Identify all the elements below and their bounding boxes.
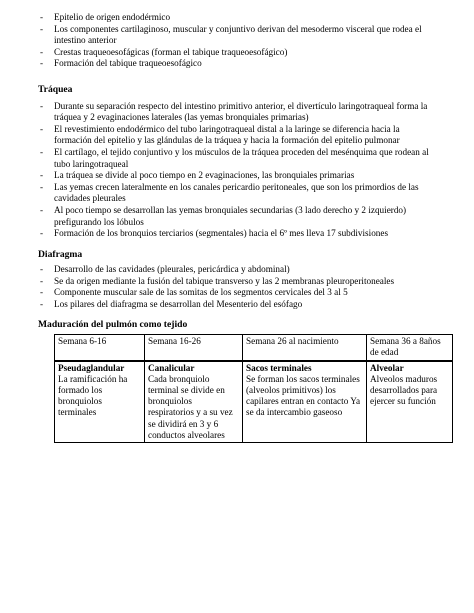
list-item: - Formación de los bronquios terciarios (segmentales) hacia el 6º mes lleva 17 subdivisiones [38,228,438,240]
diafragma-list [38,264,438,310]
list-item: - Formación del tabique traqueoesofágico [38,58,438,70]
list-item: - El cartílago, el tejido conjuntivo y los músculos de la tráquea proceden del mesénquima que rodean al tubo laringotraqueal [38,147,438,170]
table-header-cell: Semana 26 al nacimiento [243,335,367,361]
list-item: - Crestas traqueoesofágicas (forman el tabique traqueoesofágico) [38,47,438,59]
table-row [55,361,453,443]
table-header-row [55,335,453,361]
table-header-cell: Semana 6-16 [55,335,145,361]
stage-description: Se forman los sacos terminales (alveolos primitivos) los capilares entran en contacto Ya se da intercambio gaseoso [246,373,361,418]
list-item: - Al poco tiempo se desarrollan las yemas bronquiales secundarias (3 lado derecho y 2 izquierdo) prefigurando los lóbulos [38,205,438,228]
section-title-traquea: Tráquea [38,83,73,95]
table-cell [55,361,145,443]
table-header-cell: Semana 16-26 [145,335,243,361]
list-item: - Los componentes cartilaginoso, muscular y conjuntivo derivan del mesodermo visceral que rodea el intestino anterior [38,24,438,47]
table-cell [367,361,453,443]
list-item: - Las yemas crecen lateralmente en los canales pericardio peritoneales, que son los primordios de las cavidades pleurales [38,182,438,205]
maturation-table [54,334,453,443]
stage-description: La ramificación ha formado los bronquiolos terminales [58,373,128,418]
section-title-diafragma: Diafragma [38,248,83,260]
stage-name: Alveolar [370,362,404,373]
table-cell [243,361,367,443]
stage-name: Canalicular [148,362,195,373]
list-item: - Los pilares del diafragma se desarrollan del Mesenterio del esófago [38,299,438,311]
table-cell [145,361,243,443]
section-title-maduracion: Maduración del pulmón como tejido [38,318,188,330]
document-page [38,10,441,443]
stage-name: Pseudaglandular [58,362,125,373]
stage-description: Cada bronquiolo terminal se divide en bronquiolos respiratorios y a su vez se dividirá en 3 y 6 conductos alveolares [148,373,233,440]
traquea-list [38,101,438,240]
list-item: - La tráquea se divide al poco tiempo en 2 evaginaciones, las bronquiales primarias [38,170,438,182]
list-item: - Epitelio de origen endodérmico [38,12,438,24]
intro-list [38,12,438,70]
table-header-cell: Semana 36 a 8años de edad [367,335,453,361]
list-item: - Durante su separación respecto del intestino primitivo anterior, el divertículo laringotraqueal forma la tráquea y 2 evaginaciones laterales (las yemas bronquiales primarias) [38,101,438,124]
list-item: - El revestimiento endodérmico del tubo laringotraqueal distal a la laringe se diferencia hacia la formación del epitelio y las glándulas de la tráquea y hacia la formación del epitelio pulmonar [38,124,438,147]
list-item: - Componente muscular sale de las somitas de los segmentos cervicales del 3 al 5 [38,287,438,299]
stage-description: Alveolos maduros desarrollados para ejercer su función [370,373,438,407]
list-item: - Desarrollo de las cavidades (pleurales, pericárdica y abdominal) [38,264,438,276]
stage-name: Sacos terminales [246,362,312,373]
list-item: - Se da origen mediante la fusión del tabique transverso y las 2 membranas pleuroperitoneales [38,276,438,288]
